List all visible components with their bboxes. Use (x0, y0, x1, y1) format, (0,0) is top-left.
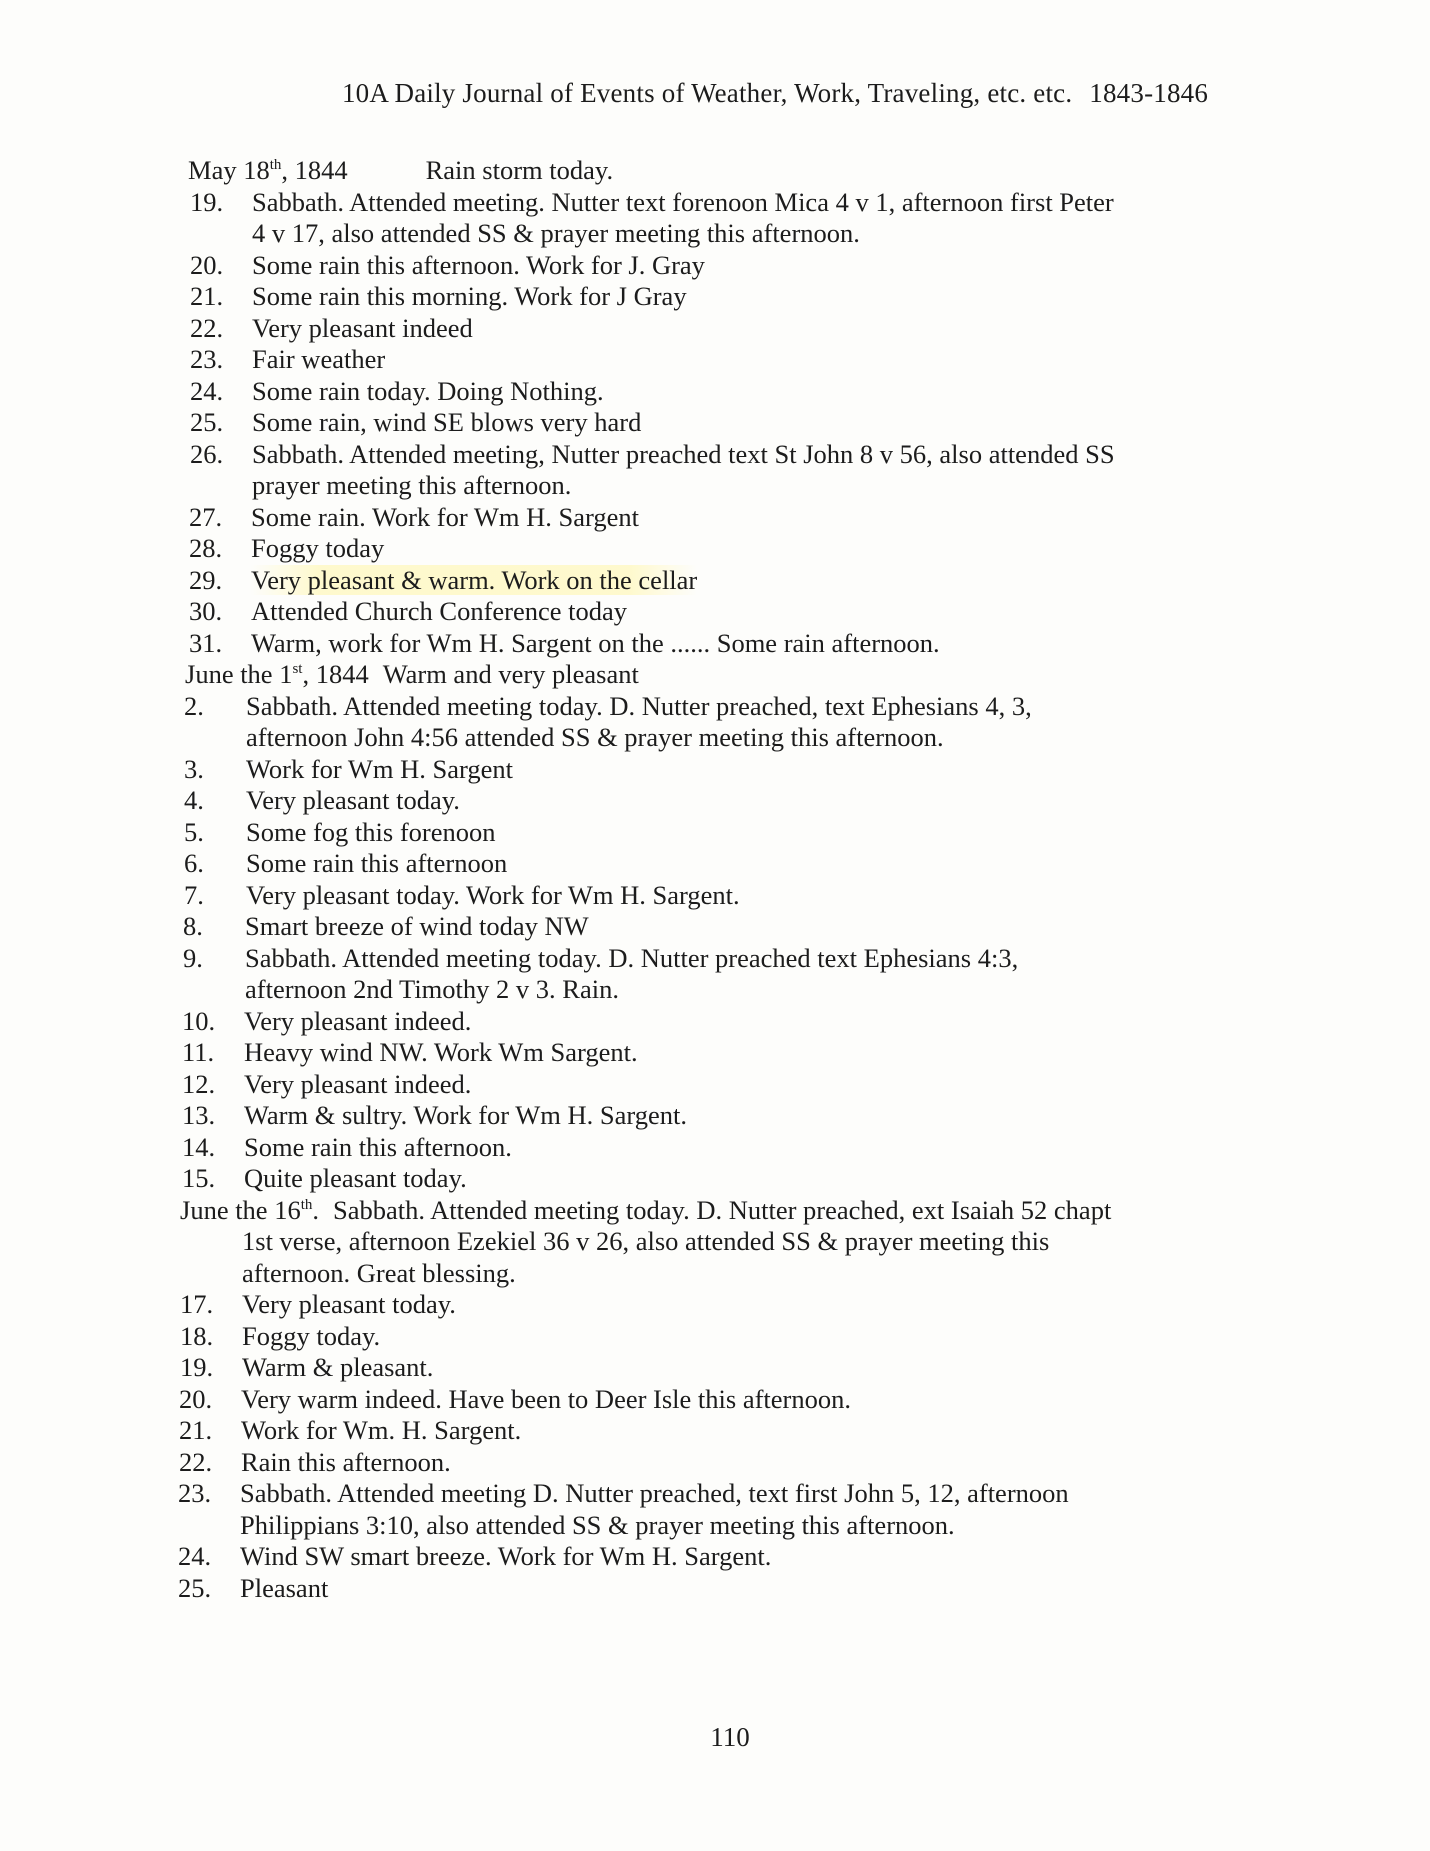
entry-text: Work for Wm H. Sargent (246, 753, 513, 784)
entry-text: Warm and very pleasant (382, 659, 639, 689)
entry-day-number: 29. (189, 564, 223, 595)
journal-entry (183, 943, 1263, 1006)
journal-entry (182, 1069, 1262, 1101)
entry-text: Some rain, wind SE blows very hard (252, 407, 642, 437)
entry-day-number: 28. (189, 533, 223, 563)
journal-entry (182, 1006, 1262, 1038)
entry-text: Sabbath. Attended meeting. Nutter text forenoon Mica 4 v 1, afternoon first Peter (252, 186, 1114, 217)
entry-day-number: 27. (189, 501, 223, 532)
entry-day-number: 18. (180, 1320, 214, 1351)
entry-day-number: 24. (190, 375, 224, 406)
entry-text: Quite pleasant today. (244, 1163, 467, 1193)
date-year: . (312, 1194, 319, 1225)
entry-day-number: 22. (179, 1446, 213, 1477)
journal-entry (189, 533, 1269, 565)
entry-day-number: 3. (184, 753, 204, 784)
entry-continuation-line: afternoon. Great blessing. (242, 1257, 516, 1288)
entry-day-number: 25. (178, 1572, 212, 1603)
header-years: 1843-1846 (1089, 78, 1209, 108)
journal-entry (190, 407, 1270, 439)
entry-text: Smart breeze of wind today NW (245, 911, 589, 941)
journal-entry (190, 281, 1270, 313)
entry-day-number: 19. (190, 186, 224, 217)
journal-entry (190, 313, 1270, 345)
entry-day-number: 21. (179, 1415, 213, 1445)
entry-text: Some rain this afternoon. (244, 1131, 512, 1162)
journal-entry (180, 1289, 1260, 1321)
entry-day-number: 8. (183, 911, 203, 941)
entry-day-number: 11. (182, 1037, 215, 1067)
entry-text: Rain storm today. (425, 155, 614, 185)
entry-day-number: 6. (184, 848, 204, 878)
journal-entry (184, 880, 1264, 912)
entry-continuation-line: 1st verse, afternoon Ezekiel 36 v 26, also attended SS & prayer meeting this (242, 1226, 1050, 1256)
entry-day-number: 25. (190, 407, 224, 437)
journal-entry (188, 155, 1268, 187)
entry-text: Some rain this morning. Work for J Gray (252, 281, 687, 311)
entry-text: Some fog this forenoon (246, 816, 496, 847)
journal-entry (190, 439, 1270, 502)
entry-text: Very pleasant & warm. Work on the cellar (251, 564, 698, 595)
entry-text: Pleasant (240, 1572, 329, 1603)
journal-entry (184, 691, 1264, 754)
entry-day-number: 7. (184, 879, 204, 910)
journal-entry (178, 1573, 1258, 1605)
entry-text: Warm & pleasant. (242, 1352, 434, 1382)
journal-entry (184, 785, 1264, 817)
entry-text: Sabbath. Attended meeting D. Nutter preached, text first John 5, 12, afternoon (240, 1478, 1069, 1508)
entry-text: Work for Wm. H. Sargent. (241, 1415, 522, 1445)
entry-text: Some rain this afternoon (246, 848, 508, 878)
entry-text: Warm, work for Wm H. Sargent on the ...... Some rain afternoon. (251, 627, 940, 658)
entry-day-number: 23. (178, 1478, 212, 1508)
entry-text: Some rain today. Doing Nothing. (252, 375, 604, 406)
journal-entry (179, 1415, 1259, 1447)
journal-entry (178, 1478, 1258, 1541)
journal-entry (185, 659, 1265, 691)
entry-text: Attended Church Conference today (251, 596, 628, 626)
entry-text: Very pleasant today. (242, 1289, 456, 1319)
entry-day-number: 19. (180, 1352, 214, 1382)
journal-entry (182, 1132, 1262, 1164)
journal-entry (190, 250, 1270, 282)
entry-day-number: 14. (182, 1131, 216, 1162)
entry-day-number: 17. (180, 1289, 214, 1319)
date-year: , 1844 (281, 155, 348, 185)
entry-text: Foggy today. (242, 1320, 381, 1351)
journal-entry (182, 1100, 1262, 1132)
page-number: 110 (710, 1722, 750, 1752)
journal-entry (179, 1384, 1259, 1416)
date-ordinal-suffix: th (300, 1196, 313, 1213)
entry-text: Fair weather (252, 344, 386, 374)
date-ordinal-suffix: th (269, 157, 282, 174)
entry-day-number: 5. (184, 816, 204, 847)
entry-text: Some rain. Work for Wm H. Sargent (251, 501, 639, 532)
journal-entry (190, 187, 1270, 250)
entry-text: Very pleasant today. (246, 785, 460, 815)
entry-day-number: 30. (189, 596, 223, 626)
entry-date-heading: May 18 (188, 155, 270, 185)
date-year: , 1844 (302, 659, 369, 689)
entry-date-heading: June the 16 (180, 1194, 301, 1225)
entry-text: Very warm indeed. Have been to Deer Isle this afternoon. (241, 1383, 852, 1414)
entry-day-number: 9. (183, 942, 203, 973)
entry-continuation-line: Philippians 3:10, also attended SS & prayer meeting this afternoon. (240, 1509, 955, 1540)
entry-continuation-line: 4 v 17, also attended SS & prayer meeting this afternoon. (252, 218, 860, 248)
journal-entry (179, 1447, 1259, 1479)
journal-entry (183, 911, 1263, 943)
entry-day-number: 10. (182, 1005, 216, 1036)
journal-entry (190, 344, 1270, 376)
entry-text: Very pleasant indeed (252, 312, 473, 343)
entry-day-number: 22. (190, 312, 224, 343)
journal-entry (180, 1195, 1260, 1290)
journal-entry (184, 848, 1264, 880)
journal-entry (189, 596, 1269, 628)
entry-text: Sabbath. Attended meeting, Nutter preached text St John 8 v 56, also attended SS (252, 438, 1115, 469)
date-ordinal-suffix: st (292, 661, 303, 678)
journal-entry (182, 1037, 1262, 1069)
entry-text: Wind SW smart breeze. Work for Wm H. Sargent. (240, 1541, 772, 1571)
entry-day-number: 13. (182, 1100, 216, 1130)
journal-entry (182, 1163, 1262, 1195)
entry-text: Sabbath. Attended meeting today. D. Nutter preached, ext Isaiah 52 chapt (333, 1194, 1112, 1225)
journal-entry (184, 754, 1264, 786)
entry-day-number: 31. (189, 627, 223, 658)
entry-day-number: 26. (190, 438, 224, 469)
journal-entry (180, 1321, 1260, 1353)
entry-day-number: 21. (190, 281, 224, 311)
entry-text: Sabbath. Attended meeting today. D. Nutter preached, text Ephesians 4, 3, (246, 690, 1032, 721)
entry-day-number: 24. (178, 1541, 212, 1571)
journal-entry (180, 1352, 1260, 1384)
journal-entry (178, 1541, 1258, 1573)
entry-continuation-line: prayer meeting this afternoon. (252, 470, 572, 500)
entry-text: Sabbath. Attended meeting today. D. Nutter preached text Ephesians 4:3, (245, 942, 1019, 973)
entry-date-heading: June the 1 (185, 659, 293, 689)
entry-text: Some rain this afternoon. Work for J. Gray (252, 249, 705, 280)
entry-text: Very pleasant indeed. (244, 1068, 472, 1099)
entry-continuation-line: afternoon John 4:56 attended SS & prayer meeting this afternoon. (246, 722, 944, 752)
page-header (0, 78, 1430, 109)
journal-entry (189, 565, 1269, 597)
entry-text: Very pleasant indeed. (244, 1005, 472, 1036)
entry-day-number: 20. (190, 249, 224, 280)
entry-day-number: 15. (182, 1163, 216, 1193)
entry-text: Heavy wind NW. Work Wm Sargent. (244, 1037, 638, 1067)
entry-text: Rain this afternoon. (241, 1446, 451, 1477)
header-title: 10A Daily Journal of Events of Weather, Work, Traveling, etc. etc. (341, 78, 1073, 108)
journal-entry (184, 817, 1264, 849)
journal-entry (190, 376, 1270, 408)
journal-entries (178, 155, 1270, 1604)
journal-entry (189, 628, 1269, 660)
entry-day-number: 12. (182, 1068, 216, 1099)
entry-text: Very pleasant today. Work for Wm H. Sargent. (246, 879, 740, 910)
entry-continuation-line: afternoon 2nd Timothy 2 v 3. Rain. (245, 974, 619, 1004)
entry-day-number: 2. (184, 690, 204, 721)
journal-entry (189, 502, 1269, 534)
entry-day-number: 23. (190, 344, 224, 374)
entry-day-number: 4. (184, 785, 204, 815)
entry-text: Foggy today (251, 533, 385, 563)
entry-text: Warm & sultry. Work for Wm H. Sargent. (244, 1100, 687, 1130)
entry-day-number: 20. (179, 1383, 213, 1414)
